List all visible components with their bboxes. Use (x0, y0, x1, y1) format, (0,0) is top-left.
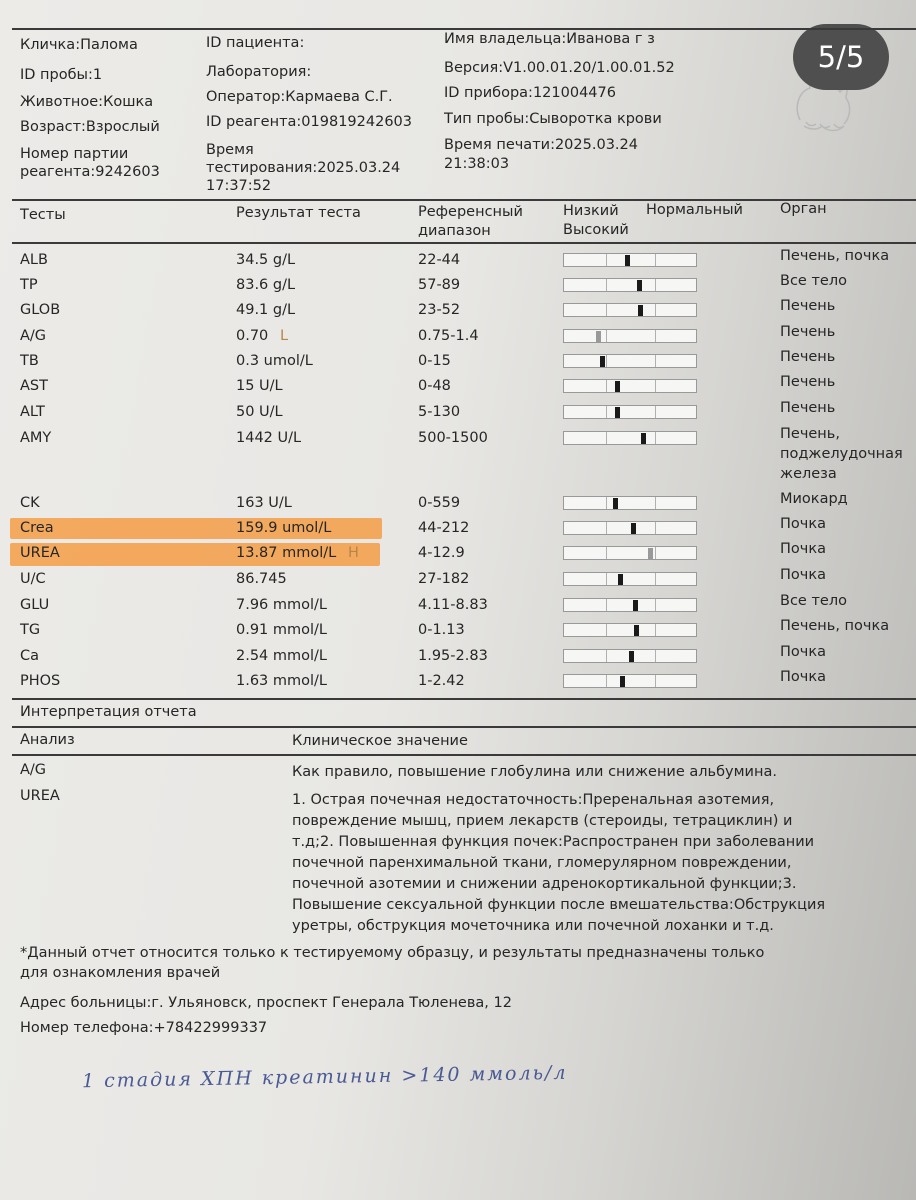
interp-ag-name: A/G (20, 762, 47, 778)
test-time-date: тестирования:2025.03.24 (206, 160, 401, 176)
range-indicator-bar (563, 572, 697, 586)
organ: Печень, почка (780, 248, 890, 264)
sample-type-field: Тип пробы:Сыворотка крови (444, 111, 662, 127)
reference-range: 27-182 (418, 571, 470, 587)
nickname-field: Кличка:Палома (20, 37, 138, 53)
test-result: 86.745 (236, 571, 287, 587)
test-result: 50 U/L (236, 404, 283, 420)
test-name: ALB (20, 252, 48, 268)
range-indicator-bar (563, 329, 697, 343)
organ: Почка (780, 669, 826, 685)
interp-ag-text: Как правило, повышение глобулина или снижение альбумина. (292, 764, 777, 780)
organ: Почка (780, 644, 826, 660)
organ: Печень (780, 400, 836, 416)
range-indicator-bar (563, 431, 697, 445)
print-time-date: Время печати:2025.03.24 (444, 137, 638, 153)
organ: Миокард (780, 491, 848, 507)
reference-range: 44-212 (418, 520, 470, 536)
range-marker (625, 255, 630, 266)
range-indicator-bar (563, 253, 697, 267)
test-result: 34.5 g/L (236, 252, 296, 268)
organ: Печень, (780, 426, 840, 442)
lab-field: Лаборатория: (206, 64, 312, 80)
range-marker (633, 600, 638, 611)
range-marker (637, 280, 642, 291)
organ: Почка (780, 567, 826, 583)
test-result: 159.9 umol/L (236, 520, 332, 536)
test-time-label: Время (206, 142, 254, 158)
reference-range: 57-89 (418, 277, 461, 293)
page-counter-badge: 5/5 (793, 24, 889, 90)
print-time-clock: 21:38:03 (444, 156, 510, 172)
interp-urea-text (292, 790, 825, 937)
interp-urea-name: UREA (20, 788, 60, 804)
batch-value: реагента:9242603 (20, 164, 160, 180)
animal-field: Животное:Кошка (20, 94, 154, 110)
disclaimer-line1: *Данный отчет относится только к тестируемому образцу, и результаты предназначены только (20, 945, 765, 961)
reference-range: 500-1500 (418, 430, 488, 446)
urea-interpretation-line: повреждение мышц, прием лекарств (стероиды, тетрациклин) и (292, 813, 793, 829)
test-result: 2.54 mmol/L (236, 648, 328, 664)
col-analysis: Анализ (20, 732, 75, 748)
test-name: GLOB (20, 302, 61, 318)
test-name: TB (20, 353, 39, 369)
organ: Печень (780, 298, 836, 314)
device-id-field: ID прибора:121004476 (444, 85, 616, 101)
col-high: Высокий (563, 222, 629, 238)
sample-id-field: ID пробы:1 (20, 67, 103, 83)
abnormal-flag: L (280, 328, 289, 344)
test-name: AMY (20, 430, 52, 446)
interpretation-divider (12, 726, 916, 728)
range-marker (615, 381, 620, 392)
reference-range: 4.11-8.83 (418, 597, 488, 613)
organ-line3: железа (780, 466, 837, 482)
range-indicator-bar (563, 598, 697, 612)
test-result: 15 U/L (236, 378, 283, 394)
organ: Печень (780, 349, 836, 365)
range-indicator-bar (563, 379, 697, 393)
test-time-clock: 17:37:52 (206, 178, 272, 194)
col-clinical-meaning: Клиническое значение (292, 733, 468, 749)
reference-range: 1-2.42 (418, 673, 465, 689)
abnormal-flag: H (348, 545, 359, 561)
organ: Все тело (780, 593, 847, 609)
range-marker (596, 331, 601, 342)
range-marker (631, 523, 636, 534)
range-indicator-bar (563, 649, 697, 663)
range-marker (618, 574, 623, 585)
test-result: 49.1 g/L (236, 302, 296, 318)
test-name: Crea (20, 520, 54, 536)
reference-range: 22-44 (418, 252, 461, 268)
hospital-address: Адрес больницы:г. Ульяновск, проспект Генерала Тюленева, 12 (20, 995, 512, 1011)
patient-id-field: ID пациента: (206, 35, 305, 51)
range-indicator-bar (563, 405, 697, 419)
test-result: 1442 U/L (236, 430, 302, 446)
col-result: Результат теста (236, 205, 361, 221)
col-organ: Орган (780, 201, 827, 217)
range-marker (615, 407, 620, 418)
col-ref-line2: диапазон (418, 223, 491, 239)
range-marker (629, 651, 634, 662)
reference-range: 0-1.13 (418, 622, 465, 638)
test-name: U/C (20, 571, 46, 587)
hospital-phone: Номер телефона:+78422999337 (20, 1020, 268, 1036)
range-marker (638, 305, 643, 316)
test-result: 13.87 mmol/L (236, 545, 337, 561)
reference-range: 0.75-1.4 (418, 328, 479, 344)
operator-field: Оператор:Кармаева С.Г. (206, 89, 393, 105)
test-result: 163 U/L (236, 495, 292, 511)
reference-range: 0-559 (418, 495, 461, 511)
test-result: 0.70 (236, 328, 269, 344)
urea-interpretation-line: т.д;2. Повышенная функция почек:Распространен при заболевании (292, 834, 815, 850)
organ: Печень, почка (780, 618, 890, 634)
reference-range: 0-15 (418, 353, 451, 369)
range-marker (620, 676, 625, 687)
test-result: 0.91 mmol/L (236, 622, 328, 638)
urea-interpretation-line: уретры, обструкция мочеточника или почечной лоханки и т.д. (292, 918, 774, 934)
test-result: 83.6 g/L (236, 277, 296, 293)
range-marker (634, 625, 639, 636)
range-indicator-bar (563, 278, 697, 292)
urea-interpretation-line: почечной азотемии и снижении адренокортикальной функции;3. (292, 876, 797, 892)
test-name: GLU (20, 597, 50, 613)
test-name: ALT (20, 404, 45, 420)
batch-label: Номер партии (20, 146, 129, 162)
range-indicator-bar (563, 546, 697, 560)
test-result: 0.3 umol/L (236, 353, 313, 369)
version-field: Версия:V1.00.01.20/1.00.01.52 (444, 60, 675, 76)
organ: Почка (780, 516, 826, 532)
col-ref-line1: Референсный (418, 204, 523, 220)
reference-range: 5-130 (418, 404, 461, 420)
table-header-bottom-divider (12, 242, 916, 244)
range-indicator-bar (563, 354, 697, 368)
range-indicator-bar (563, 496, 697, 510)
reference-range: 0-48 (418, 378, 451, 394)
owner-field: Имя владельца:Иванова г з (444, 31, 655, 47)
range-marker (600, 356, 605, 367)
range-marker (613, 498, 618, 509)
test-name: CK (20, 495, 40, 511)
test-name: TG (20, 622, 41, 638)
interpretation-title: Интерпретация отчета (20, 704, 197, 720)
col-normal: Нормальный (646, 202, 743, 218)
organ: Все тело (780, 273, 847, 289)
test-name: Ca (20, 648, 40, 664)
test-name: TP (20, 277, 38, 293)
organ: Печень (780, 324, 836, 340)
range-marker (641, 433, 646, 444)
handwritten-note: 1 стадия ХПН креатинин >140 ммоль/л (81, 1061, 568, 1093)
test-name: PHOS (20, 673, 61, 689)
range-indicator-bar (563, 521, 697, 535)
reference-range: 23-52 (418, 302, 461, 318)
range-indicator-bar (563, 303, 697, 317)
urea-interpretation-line: почечной паренхимальной ткани, гломерулярном повреждении, (292, 855, 792, 871)
interpretation-header-divider (12, 754, 916, 756)
test-name: UREA (20, 545, 60, 561)
test-result: 1.63 mmol/L (236, 673, 328, 689)
test-name: A/G (20, 328, 47, 344)
organ-line2: поджелудочная (780, 446, 903, 462)
range-indicator-bar (563, 623, 697, 637)
test-name: AST (20, 378, 48, 394)
urea-interpretation-line: 1. Острая почечная недостаточность:Преренальная азотемия, (292, 792, 775, 808)
urea-interpretation-line: Повышение сексуальной функции после вмешательства:Обструкция (292, 897, 826, 913)
reagent-id-field: ID реагента:019819242603 (206, 114, 413, 130)
age-field: Возраст:Взрослый (20, 119, 160, 135)
reference-range: 1.95-2.83 (418, 648, 488, 664)
col-low: Низкий (563, 203, 619, 219)
disclaimer-line2: для ознакомления врачей (20, 965, 221, 981)
table-bottom-divider (12, 698, 916, 700)
reference-range: 4-12.9 (418, 545, 465, 561)
test-result: 7.96 mmol/L (236, 597, 328, 613)
col-tests: Тесты (20, 207, 66, 223)
range-marker (648, 548, 653, 559)
range-indicator-bar (563, 674, 697, 688)
organ: Печень (780, 374, 836, 390)
organ: Почка (780, 541, 826, 557)
